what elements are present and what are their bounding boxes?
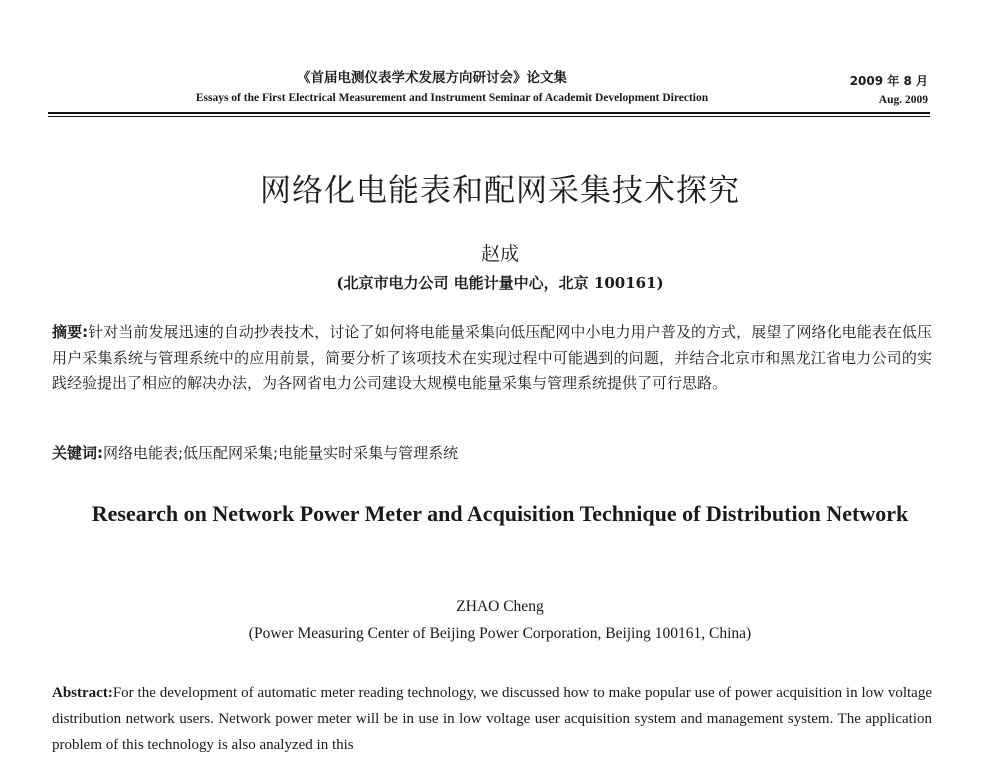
issue-date-cn: 2009 年 8 月 xyxy=(849,74,928,88)
abstract-en xyxy=(52,680,932,758)
keywords-label-cn: 关键词: xyxy=(52,444,103,462)
header-rule-thin xyxy=(48,116,930,117)
abstract-text-en: For the development of automatic meter reading technology, we discussed how to make popular use of power acquisition in low voltage distribution network users. Network power meter will be in use in low voltage user acquisition system and management system. The application problem of this technology is also analyzed in this xyxy=(52,685,932,753)
abstract-cn xyxy=(52,320,932,397)
paper-title-cn: 网络化电能表和配网采集技术探究 xyxy=(260,173,740,209)
author-cn: 赵成 xyxy=(480,243,519,265)
journal-title-en: Essays of the First Electrical Measurement and Instrument Seminar of Academit Development Direction xyxy=(195,92,709,104)
abstract-label-cn: 摘要: xyxy=(52,323,89,341)
issue-date-en: Aug. 2009 xyxy=(878,94,928,106)
affiliation-cn: (北京市电力公司 电能计量中心，北京 100161) xyxy=(336,274,664,292)
keywords-cn xyxy=(52,442,932,463)
paper-title-en: Research on Network Power Meter and Acquisition Technique of Distribution Network xyxy=(91,501,909,526)
keywords-text-cn: 网络电能表;低压配网采集;电能量实时采集与管理系统 xyxy=(103,444,459,462)
abstract-label-en: Abstract: xyxy=(52,685,113,701)
header-rule-thick xyxy=(48,112,930,114)
affiliation-en: (Power Measuring Center of Beijing Power Corporation, Beijing 100161, China) xyxy=(248,625,752,642)
journal-title-cn: 《首届电测仪表学术发展方向研讨会》论文集 xyxy=(297,70,567,86)
author-en: ZHAO Cheng xyxy=(456,598,544,615)
abstract-text-cn: 针对当前发展迅速的自动抄表技术，讨论了如何将电能量采集向低压配网中小电力用户普及的方式，展望了网络化电能表在低压用户采集系统与管理系统中的应用前景，简要分析了该项技术在实现过程中可能遇到的问题，并结合北京市和黑龙江省电力公司的实践经验提出了相应的解决办法，为各网省电力公司建设大规模电能量采集与管理系统提供了可行思路。 xyxy=(52,323,932,392)
